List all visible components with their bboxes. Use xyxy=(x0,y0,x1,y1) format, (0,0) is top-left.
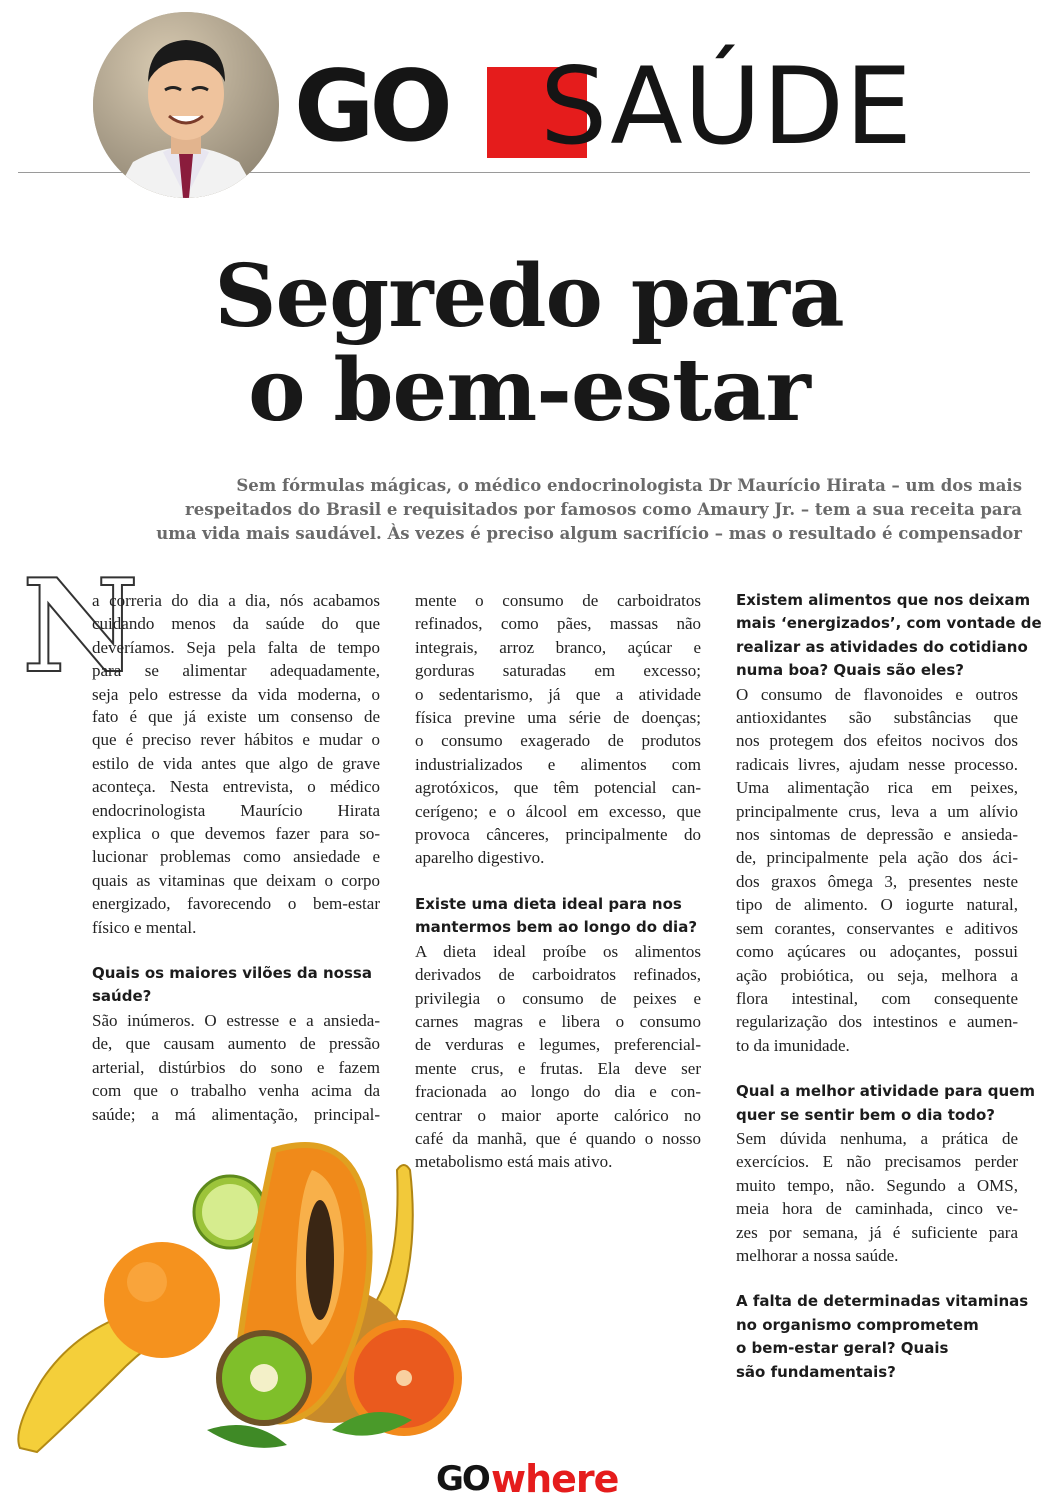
body-line: Sem dúvida nenhuma, a prática de xyxy=(736,1128,1018,1148)
question-heading: mantermos bem ao longo do dia? xyxy=(415,918,698,937)
body-line: mente crus, e frutas. Ela deve ser xyxy=(415,1058,701,1078)
column-3 xyxy=(736,589,1042,1384)
body-line: físico e mental. xyxy=(92,917,197,937)
drop-cap: N xyxy=(22,552,139,702)
footer-logo-go: GO xyxy=(436,1459,489,1499)
body-line: flora intestinal, com consequente xyxy=(736,988,1018,1008)
body-line: com que o trabalho venha acima da xyxy=(92,1081,380,1101)
body-line: que é preciso rever hábitos e mudar o xyxy=(92,730,380,750)
column-2 xyxy=(415,589,701,1174)
body-line: gorduras saturadas em excesso; xyxy=(415,661,701,681)
body-line: principalmente crus, leva a um alívio xyxy=(736,801,1018,821)
body-line: muito tempo, não. Segundo a OMS, xyxy=(736,1175,1018,1195)
body-line: O consumo de flavonoides e outros xyxy=(736,684,1018,704)
body-line: quais as vitaminas que deixam o corpo xyxy=(92,870,380,890)
question-heading: Quais os maiores vilões da nossa xyxy=(92,964,372,983)
question-heading: são fundamentais? xyxy=(736,1362,896,1381)
footer-logo-where: where xyxy=(491,1457,619,1501)
body-line: arterial, distúrbios do sono e fazem xyxy=(92,1057,380,1077)
body-line: São inúmeros. O estresse e a ansieda- xyxy=(92,1010,380,1030)
body-line: energizado, favorecendo o bem-estar xyxy=(92,894,380,914)
article-standfirst xyxy=(92,474,1022,546)
body-line: radicais livres, ajudam nesse processo. xyxy=(736,754,1018,774)
section-logo-saude: SAÚDE xyxy=(540,45,913,168)
column-1-intro-top xyxy=(92,589,380,706)
body-line: fracionada ao longo do dia e con- xyxy=(415,1082,701,1102)
question-heading: numa boa? Quais são eles? xyxy=(736,661,964,680)
body-line: aparelho digestivo. xyxy=(415,848,545,868)
body-line: para se alimentar adequadamente, xyxy=(92,661,380,681)
body-line: fato é que já existe um consenso de xyxy=(92,707,380,726)
body-line: explica o que devemos fazer para so- xyxy=(92,824,380,844)
headline-line-2: o bem-estar xyxy=(248,340,810,441)
body-line: mente o consumo de carboidratos xyxy=(415,591,701,610)
standfirst-line-1: Sem fórmulas mágicas, o médico endocrinologista Dr Maurício Hirata – um dos mais xyxy=(236,476,1022,495)
standfirst-line-3: uma vida mais saudável. Às vezes é preciso algum sacrifício – mas o resultado é compensador xyxy=(156,524,1022,543)
column-1 xyxy=(92,705,380,1126)
question-heading: mais ‘energizados’, com vontade de xyxy=(736,614,1042,633)
body-line: agrotóxicos, que têm potencial can- xyxy=(415,778,701,798)
body-line: seja pelo estresse da vida moderna, o xyxy=(92,684,380,704)
body-line: a correria do dia a dia, nós acabamos xyxy=(92,591,380,610)
body-line: de verduras e legumes, preferencial- xyxy=(415,1035,701,1055)
question-heading: Existe uma dieta ideal para nos xyxy=(415,894,682,913)
body-line: to da imunidade. xyxy=(736,1035,850,1055)
body-line: meia hora de caminhada, cinco ve- xyxy=(736,1199,1018,1219)
body-line: A dieta ideal proíbe os alimentos xyxy=(415,941,701,961)
question-heading: quer se sentir bem o dia todo? xyxy=(736,1105,995,1124)
body-line: saúde; a má alimentação, principal- xyxy=(92,1104,380,1124)
article-headline xyxy=(0,246,1058,441)
body-line: Uma alimentação rica em peixes, xyxy=(736,778,1018,798)
body-line: exercícios. E não precisamos perder xyxy=(736,1152,1018,1172)
body-line: derivados de carboidratos refinados, xyxy=(415,965,701,985)
body-line: tipo de alimento. O iogurte natural, xyxy=(736,895,1018,915)
body-line: sem corantes, conservantes e aditivos xyxy=(736,918,1018,938)
section-logo-go: GO xyxy=(294,50,448,164)
body-line: provoca cânceres, principalmente do xyxy=(415,825,701,845)
body-line: de, principalmente pela ação dos áci- xyxy=(736,848,1018,868)
question-heading: realizar as atividades do cotidiano xyxy=(736,637,1028,656)
body-line: deveríamos. Seja pela falta de tempo xyxy=(92,637,380,657)
headline-line-1: Segredo para xyxy=(214,246,844,347)
fruit-illustration xyxy=(12,1130,462,1460)
body-line: estilo de vida antes que algo de grave xyxy=(92,753,380,773)
body-line: metabolismo está mais ativo. xyxy=(415,1152,613,1172)
body-line: como açúcares ou adoçantes, possui xyxy=(736,942,1018,962)
body-line: industrializados e alimentos com xyxy=(415,754,701,774)
body-line: centrar o maior aporte calórico no xyxy=(415,1105,701,1125)
body-line: dos graxos ômega 3, presentes neste xyxy=(736,871,1018,891)
question-heading: saúde? xyxy=(92,987,152,1006)
body-line: de, que causam aumento de pressão xyxy=(92,1034,380,1054)
body-line: o consumo exagerado de produtos xyxy=(415,731,701,751)
columnist-portrait xyxy=(93,12,279,198)
question-heading: Qual a melhor atividade para quem xyxy=(736,1082,1035,1101)
body-line: nos protegem dos efeitos nocivos dos xyxy=(736,731,1018,751)
question-heading: o bem-estar geral? Quais xyxy=(736,1339,949,1358)
question-heading: no organismo comprometem xyxy=(736,1315,979,1334)
body-line: cuidando menos da saúde do que xyxy=(92,614,380,634)
body-line: o sedentarismo, já que a atividade xyxy=(415,684,701,704)
standfirst-line-2: respeitados do Brasil e requisitados por famosos como Amaury Jr. – tem a sua receita para xyxy=(185,500,1022,519)
body-line: zes por semana, já é suficiente para xyxy=(736,1222,1018,1242)
body-line: aconteça. Nesta entrevista, o médico xyxy=(92,777,380,797)
body-line: refinados, como pães, massas não xyxy=(415,614,701,634)
body-line: nos sintomas de depressão e ansieda- xyxy=(736,825,1018,845)
body-line: integrais, arroz branco, açúcar e xyxy=(415,637,701,657)
body-line: melhorar a nossa saúde. xyxy=(736,1245,899,1265)
body-line: lucionar problemas como ansiedade e xyxy=(92,847,380,867)
body-line: física previne uma série de doenças; xyxy=(415,708,701,728)
body-line: antioxidantes são substâncias que xyxy=(736,708,1018,728)
body-line: café da manhã, que é quando o nosso xyxy=(415,1128,701,1148)
question-heading: A falta de determinadas vitaminas xyxy=(736,1292,1029,1311)
body-line: endocrinologista Maurício Hirata xyxy=(92,800,380,820)
body-line: carnes magras e libera o consumo xyxy=(415,1011,701,1031)
question-heading: Existem alimentos que nos deixam xyxy=(736,591,1031,609)
body-line: regularização dos intestinos e aumen- xyxy=(736,1012,1018,1032)
body-line: privilegia o consumo de peixes e xyxy=(415,988,701,1008)
body-line: cerígeno; e o álcool em excesso, que xyxy=(415,801,701,821)
body-line: ação probiótica, ou seja, melhora a xyxy=(736,965,1018,985)
